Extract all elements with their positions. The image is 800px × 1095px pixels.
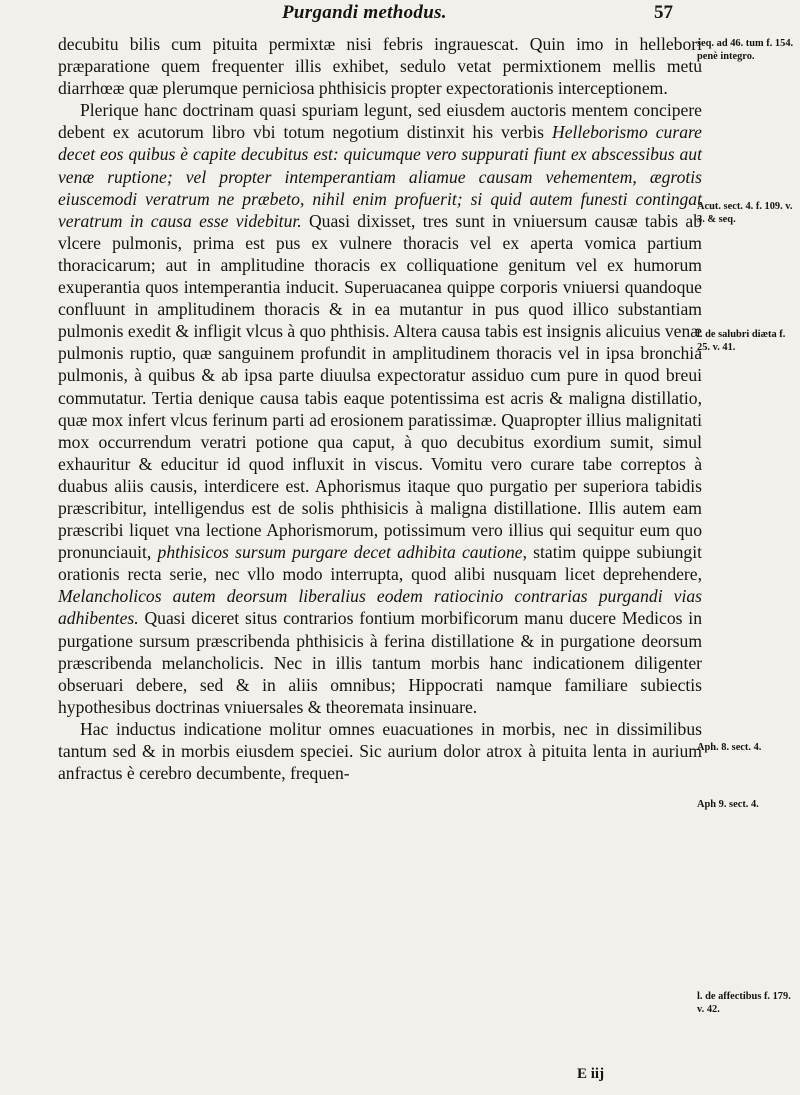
paragraph-2-text-a: Plerique hanc doctrinam quasi spuriam legunt, sed eiusdem auctoris mentem concipere debent ex acutorum libro vbi totum negotium distinxit his verbis — [58, 100, 702, 143]
main-text — [58, 33, 702, 784]
running-head: Purgandi methodus. — [282, 2, 447, 23]
paragraph-2 — [58, 99, 702, 718]
margin-note: seq. ad 46. tum f. 154. penè integro. — [697, 38, 794, 62]
page-number: 57 — [654, 2, 673, 23]
margin-note: l. de affectibus f. 179. v. 42. — [697, 991, 791, 1015]
signature-mark: E iij — [577, 1066, 605, 1082]
margin-note: Aph 9. sect. 4. — [697, 799, 759, 810]
quote-acutorum: Helleborismo curare decet eos quibus è capite decubitus est: quicumque vero suppurati fiunt ex abscessibus aut venæ ruptione; vel propter intemperantiam aliamue causam vehementem, ægrotis eiuscemodi veratrum ne præbeto, nihil enim profuerit; si quid autem funesti contingat veratrum in causa esse videbitur. — [58, 122, 702, 231]
paragraph-2-text-b: Quasi dixisset, tres sunt in vniuersum causæ tabis ab vlcere pulmonis, prima est pus ex vulnere thoracis vel ex aperta vomica partium thoracicarum; aut in amplitudine thoracis ex colliquatione genitum vel ex humorum exuperantia quos intemperantia inducit. Superuacanea quippe corporis vniuersi quandoque confluunt in amplitudinem thoracis & in ea mutantur in pus quod illico substantiam pulmonis exedit & infligit vlcus à quo phthisis. Altera causa tabis est insignis alicuius venæ pulmonis ruptio, quæ sanguinem profundit in amplitudinem thoracis vel in ipsa bronchia pulmonis, à quibus & ab ipsa parte diuulsa expectoratur assiduo cum pure in quod breui commutatur. Tertia denique causa tabis eaque potentissima est acris & maligna distillatio, quæ mox infert vlcus ferinum parti ad erosionem paratissimæ. Quapropter illius malignitati mox occurrendum veratri potione qua caput, à quo decubitus exordium sumit, simul exhauritur & educitur id quod influxit in viscus. Vomitu vero curare tabe correptos à duabus aliis causis, interdicere est. Aphorismus itaque quo purgatio per superiora tabidis præscribitur, intelligendus est de solis phthisicis à maligna distillatione. Illis autem eam præscribi liquet vna lectione Aphorismorum, potissimum vero illius qui sequitur eum quo pronunciauit, — [58, 210, 702, 563]
paragraph-2-text-d: Quasi diceret situs contrarios fontium morbificorum manu ducere Medicos in purgatione sursum præscribenda phthisicis à ferina distillatione & in purgatione deorsum præscribenda melancholicis. Nec in illis tantum morbis hanc indicationem diligenter obseruari debere, sed & in aliis omnibus; Hippocrati namque familiare subiectis hypothesibus doctrinas vniuersales & theoremata insinuare. — [58, 608, 702, 717]
margin-note: Acut. sect. 4. f. 109. v. 3. & seq. — [697, 201, 793, 225]
page-header — [0, 0, 800, 32]
margin-note: l. de salubri diæta f. 25. v. 41. — [697, 329, 786, 353]
paragraph-2-text-c: , statim quippe subiungit orationis recta serie, nec vllo modo interrupta, quod alibi nusquam licet deprehendere, — [58, 542, 702, 585]
quote-aphorism-9: Melancholicos autem deorsum liberalius eodem ratiocinio contrarias purgandi vias adhibentes. — [58, 586, 702, 629]
quote-aphorism-8: phthisicos sursum purgare decet adhibita cautione — [157, 542, 523, 563]
paragraph-1: decubitu bilis cum pituita permixtæ nisi febris ingrauescat. Quin imo in hellebori præparatione quem frequenter illis exhibet, sedulo vetat permixtionem mellis metu diarrhœæ quæ plerumque perniciosa phthisicis propter expectorationis interceptionem. — [58, 34, 702, 99]
paragraph-3: Hac inductus indicatione molitur omnes euacuationes in morbis, nec in dissimilibus tantum sed & in morbis eiusdem speciei. Sic aurium dolor atrox à pituita lenta in aurium anfractus è cerebro decumbente, frequen- — [58, 718, 702, 784]
margin-note: Aph. 8. sect. 4. — [697, 742, 762, 753]
